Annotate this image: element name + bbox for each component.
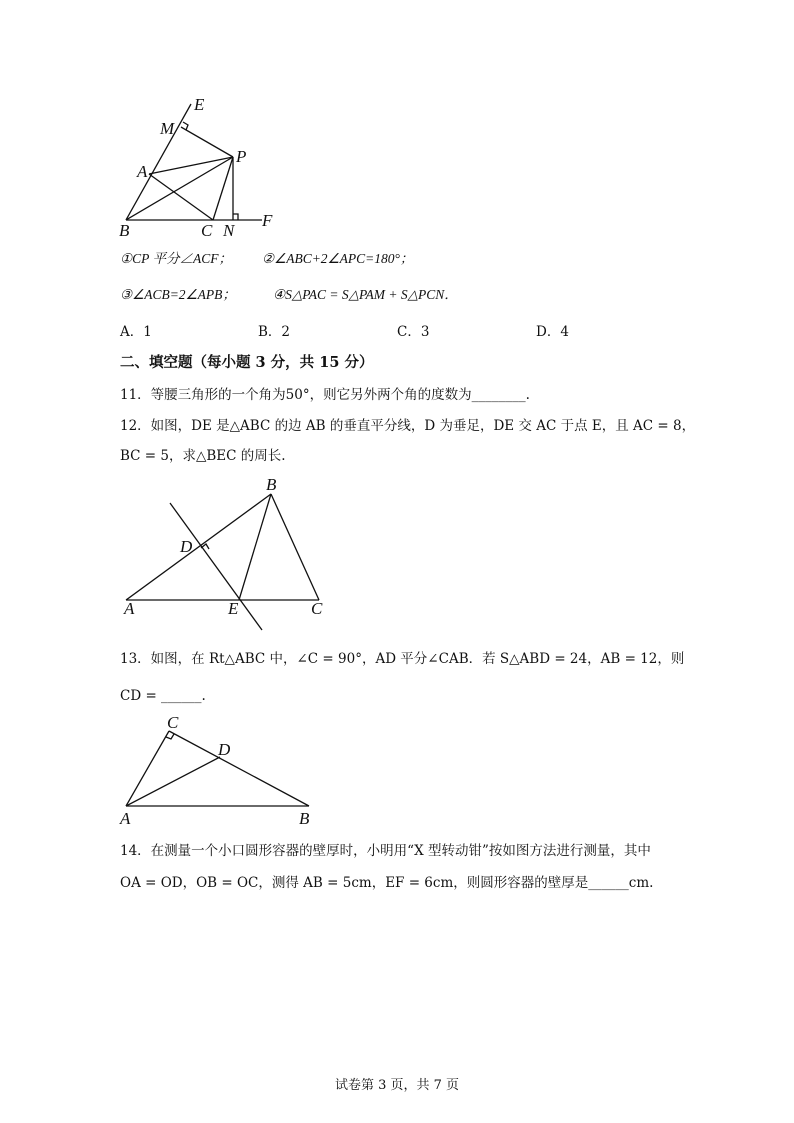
line-be: [239, 494, 271, 600]
line-ap: [149, 157, 233, 174]
label-b: B: [119, 221, 130, 240]
question-13-line-1: 13．如图，在 Rt△ABC 中，∠C = 90°，AD 平分∠CAB．若 S△ABD = 24，AB = 12，则: [120, 651, 685, 667]
q10-option-1: ①CP 平分∠ACF；: [120, 251, 232, 266]
label-b: B: [299, 809, 310, 828]
question-12-line-1: 12．如图，DE 是△ABC 的边 AB 的垂直平分线，D 为垂足，DE 交 AC 于点 E，且 AC = 8，: [120, 418, 696, 434]
figure-2-geometry: [115, 472, 335, 632]
q10-option-2: ②∠ABC+2∠APC=180°；: [262, 251, 414, 266]
label-b: B: [266, 475, 277, 494]
question-11: 11．等腰三角形的一个角为50°，则它另外两个角的度数为________.: [120, 387, 530, 403]
label-n: N: [223, 221, 235, 240]
question-14-line-2: OA = OD，OB = OC，测得 AB = 5cm，EF = 6cm，则圆形容器的壁厚是______cm.: [120, 875, 654, 891]
q10-choice-c: C．3: [397, 324, 430, 340]
figure-1-geometry: [110, 95, 290, 240]
label-m: M: [160, 119, 175, 138]
label-a: A: [124, 599, 135, 618]
label-f: F: [262, 211, 273, 230]
line-cb: [169, 731, 309, 806]
line-ac: [149, 174, 213, 220]
page-footer: 试卷第 3 页，共 7 页: [334, 1078, 460, 1093]
line-de: [170, 503, 262, 630]
label-a: A: [120, 809, 131, 828]
label-d: D: [180, 537, 193, 556]
right-angle-n: [233, 214, 238, 220]
question-13-line-2: CD = ______.: [120, 688, 206, 704]
line-be: [126, 104, 191, 220]
label-e: E: [228, 599, 239, 618]
q10-choice-b: B．2: [258, 324, 291, 340]
q10-choice-a: A．1: [120, 324, 152, 340]
label-c: C: [201, 221, 213, 240]
q10-option-3: ③∠ACB=2∠APB；: [120, 287, 236, 302]
label-c: C: [167, 713, 179, 732]
section-heading: 二、填空题（每小题 3 分，共 15 分）: [120, 354, 374, 371]
line-bc: [271, 494, 319, 600]
label-p: P: [236, 147, 247, 166]
line-ab: [126, 494, 271, 600]
line-mp: [181, 127, 233, 157]
figure-3-geometry: [115, 710, 325, 830]
label-e: E: [194, 95, 205, 114]
q10-choice-d: D．4: [536, 324, 569, 340]
label-a: A: [137, 162, 148, 181]
label-d: D: [218, 740, 231, 759]
question-14-line-1: 14．在测量一个小口圆形容器的壁厚时，小明用“X 型转动钳”按如图方法进行测量，其中: [120, 843, 651, 859]
q10-option-4: ④S△PAC = S△PAM + S△PCN．: [273, 287, 458, 302]
question-12-line-2: BC = 5，求△BEC 的周长.: [120, 448, 286, 464]
label-c: C: [311, 599, 323, 618]
